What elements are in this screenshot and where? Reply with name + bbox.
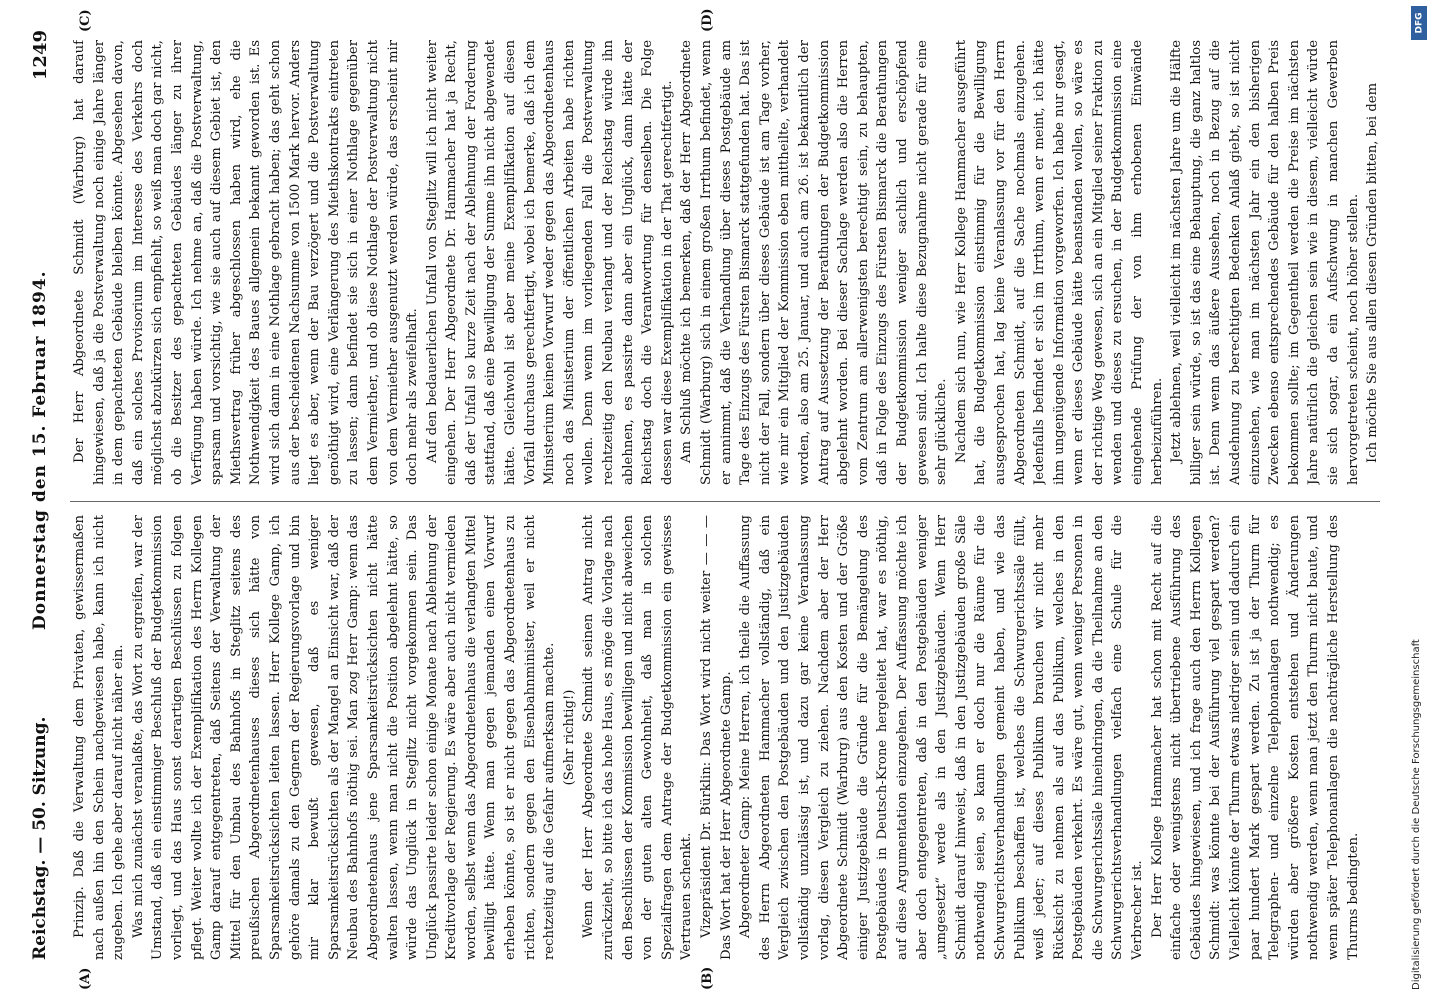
paragraph: Der Herr Kollege Hammacher hat schon mit Recht auf die einfache oder wenigstens nicht übertriebene Ausführung des Gebäudes hingewiesen, und ich frage auch den Herrn Kollegen Schmidt: was könnte bei der Ausführung viel gespart werden? Vielleicht könnte der Thurm etwas niedriger sein und dadurch ein paar hundert Mark gespart werden. Zu ist ja der Thurm für Telegraphen- und einzelne Telephonanlagen nothwendig; es würden aber größere Kosten entstehen und Änderungen nothwendig werden, wenn man jetzt den Thurm nicht baute, und wenn später Telephonanlagen die nachträgliche Herstellung des Thurms bedingten.	[1149, 515, 1361, 960]
left-column	[70, 515, 1380, 960]
header-date: Donnerstag den 15. Februar 1894.	[30, 270, 50, 630]
paragraph: Was mich zunächst veranlaßte, das Wort zu ergreifen, war der Umstand, daß ein einstimmiger Beschluß der Budgetkommission vorliegt, und das Haus sonst derartigen Beschlüssen zu folgen pflegt. Weiter wollte ich der Exemplifikation des Herrn Kollegen Gamp darauf entgegentreten, daß Seitens der Verwaltung der Mittel für den Umbau des Bahnhofs in Steglitz seitens des preußischen Abgeordnetenhauses dieses sich hätte von Sparsamkeitsrücksichten leiten lassen. Herr Kollege Gamp, ich gehöre damals zu den Gegnern der Regierungsvorlage und bin mir klar bewußt gewesen, daß es weniger Sparsamkeitsrücksichten als der Mangel an Einsicht war, daß der Neubau des Bahnhofs nöthig sei. Man zog Herr Gamp: wenn das Abgeordnetenhaus jene Sparsamkeitsrücksichten nicht hätte walten lassen, wenn man nicht die Position abgelehnt hätte, so würde das Unglück in Steglitz nicht vorgekommen sein. Das Unglück passirte leider schon einige Monate nach Ablehnung der Kreditvorlage der Regierung. Es wäre aber auch nicht vermieden worden, selbst wenn das Abgeordnetenhaus die verlangten Mittel bewilligt hätte. Wenn man gegen jemanden einen Vorwurf erheben könnte, so ist er nicht gegen das Abgeordnetenhaus zu richten, sondern gegen den Eisenbahnminister, weil er nicht rechtzeitig auf die Gefahr aufmerksam machte.	[130, 515, 558, 960]
dfg-logo	[1411, 6, 1427, 40]
paragraph-interjection: (Sehr richtig!)	[561, 689, 577, 786]
dfg-logo-text: DFG	[1414, 12, 1425, 34]
paragraph: Auf den bedauerlichen Unfall von Steglitz will ich nicht weiter eingehen. Der Herr Abgeordnete Dr. Hammacher hat ja Recht, daß der Unfall so kurze Zeit nach der Ablehnung der Forderung stattfand, daß eine Bewilligung der Summe ihn nicht abgewendet hätte. Gleichwohl ist aber meine Exemplifikation auf diesen Vorfall durchaus gerechtfertigt, wobei ich bemerke, daß ich dem Ministerium keinen Vorwurf weder gegen das Abgeordnetenhaus noch das Ministerium der öffentlichen Arbeiten habe richten wollen. Denn wenn im vorliegenden Fall die Postverwaltung rechtzeitig den Neubau verlangt und der Reichstag würde ihn ablehnen, es passirte dann aber ein Unglück, dann hätte der Reichstag doch die Verantwortung für denselben. Die Folge dessen war diese Exemplifikation in der That gerechtfertigt.	[424, 40, 675, 485]
header-left: Reichstag. — 50. Sitzung.	[30, 716, 50, 960]
paragraph: Wenn der Herr Abgeordnete Schmidt seinen Antrag nicht zurückzieht, so bitte ich das hohe Haus, es möge die Vorlage nach den Beschlüssen der Kommission bewilligen und nicht abweichen von der guten alten Gewohnheit, daß man in solchen Spezialfragen dem Antrage der Budgetkommission ein gewisses Vertrauen schenkt.	[581, 515, 695, 960]
paragraph: Ich möchte Sie aus allen diesen Gründen bitten, bei dem	[1365, 82, 1380, 463]
paragraph: Jetzt ablehnen, weil vielleicht im nächsten Jahre um die Hälfte billiger sein würde, so ist das eine Behauptung, die ganz haltlos ist. Denn wenn das äußere Aussehen, noch in Bezug auf die Ausdehnung zu berechtigten Bedenken Anlaß giebt, so ist nicht einzusehen, wie man im nächsten Jahr ein den bisherigen Zwecken ebenso entsprechendes Gebäude für den halben Preis bekommen sollte; im Gegentheil werden die Preise im nächsten Jahre natürlich die gleichen sein wie in diesem, vielleicht würde sie sich sogar, da ein Aufschwung in manchen Gewerben hervorgetreten scheint, noch höher stellen.	[1169, 40, 1361, 485]
marker-d: (D)	[700, 8, 715, 32]
paragraph: Vizepräsident Dr. Bürklin: Das Wort wird nicht weiter — — — Das Wort hat der Herr Abgeordnete Gamp.	[699, 515, 734, 960]
page-header	[22, 30, 62, 960]
paragraph: Prinzip. Daß die Verwaltung dem Privaten, gewissermaßen nach außen hin den Schein nachgewiesen habe, kann ich nicht zugeben. Ich gehe aber darauf nicht näher ein.	[72, 515, 127, 960]
paragraph: Abgeordneter Gamp: Meine Herren, ich theile die Auffassung des Herrn Abgeordneten Hammacher vollständig, daß ein Vergleich zwischen den Postgebäuden und den Justizgebäuden vollständig unzulässig ist, und dazu gar keine Veranlassung vorlag, diesen Vergleich zu ziehen. Nachdem aber der Herr Abgeordnete Schmidt (Warburg) aus den Kosten und der Größe einiger Justizgebäude die Gründe für die Bemängelung des Postgebäudes in Deutsch-Krone hergeleitet hat, war es nöthig, auf diese Argumentation einzugehen. Der Auffassung möchte ich aber doch entgegentreten, daß in den Postgebäuden weniger „umgesetzt“ werde als in den Justizgebäuden. Wenn Herr Schmidt darauf hinweist, daß in den Justizgebäuden große Säle nothwendig seien, so kann er doch nur die Räume für die Schwurgerichtsverhandlungen gemeint haben, und wie das Publikum beschaffen ist, welches die Schwurgerichtssäle füllt, weiß jeder; auf dieses Publikum brauchen wir nicht mehr Rücksicht zu nehmen als auf das Publikum, welches in den Postgebäuden verkehrt. Es wäre gut, wenn weniger Personen in die Schwurgerichtssäle hineindringen, da die Theilnahme an den Schwurgerichtsverhandlungen vielfach eine Schule für die Verbrecher ist.	[738, 515, 1146, 960]
right-column	[70, 40, 1380, 485]
marker-b: (B)	[700, 966, 715, 990]
paragraph: Der Herr Abgeordnete Schmidt (Warburg) hat darauf hingewiesen, daß ja die Postverwaltung noch einige Jahre länger in dem gepachteten Gebäude bleiben könnte. Abgesehen davon, daß ein solches Provisorium im Interesse des Verkehrs doch möglichst abzukürzen sich empfiehlt, so weiß man doch gar nicht, ob die Besitzer des gepachteten Gebäudes länger zu ihrer Verfügung haben würde. Ich nehme an, daß die Postverwaltung, sparsam und vorsichtig, wie sie auch auf diesem Gebiet ist, den Miethsvertrag früher abgeschlossen haben wird, ehe die Nothwendigkeit des Baues allgemein bekannt geworden ist. Es wird sich dann in eine Nothlage gebracht haben; das geht schon aus der bescheidenen Nachsumme von 1500 Mark hervor. Anders liegt es aber, wenn der Bau verzögert und die Postverwaltung genöthigt wird, eine Verlängerung des Miethskontrakts eintreten zu lassen; dann befindet sie sich in einer Nothlage gegenüber dem Vermiether, und ob diese Nothlage der Postverwaltung nicht von dem Vermiether ausgenutzt werden würde, das erscheint mir doch mehr als zweifelhaft.	[72, 40, 421, 485]
marker-a: (A)	[78, 967, 93, 990]
paragraph: Am Schluß möchte ich bemerken, daß der Herr Abgeordnete Schmidt (Warburg) sich in einem großen Irrthum befindet, wenn er annimmt, daß die Verhandlung über dieses Postgebäude am Tage des Einzugs des Fürsten Bismarck stattgefunden hat. Das ist nicht der Fall, sondern über dieses Gebäude ist am Tage vorher, wie mir ein Mitglied der Kommission eben mittheilte, verhandelt worden, also am 25. Januar, und auch am 26. ist bekanntlich der Antrag auf Aussetzung der Berathungen der Budgetkommission abgelehnt worden. Bei dieser Sachlage werden also die Herren vom Zentrum am allerwenigsten berechtigt sein, zu behaupten, daß in Folge des Einzugs des Fürsten Bismarck die Berathungen der Budgetkommission weniger sachlich und erschöpfend gewesen sind. Ich halte diese Bezugnahme nicht gerade für eine sehr glückliche.	[679, 40, 950, 485]
digitization-credit: Digitalisierung gefördert durch die Deutsche Forschungsgemeinschaft	[1411, 639, 1422, 990]
column-divider	[70, 501, 1380, 502]
marker-c: (C)	[78, 9, 93, 32]
page-number: 1249	[30, 30, 51, 81]
digitization-credit-bar	[1405, 0, 1432, 1000]
paragraph: Nachdem sich nun, wie Herr Kollege Hammacher ausgeführt hat, die Budgetkommission einstimmig für die Bewilligung ausgesprochen hat, lag keine Veranlassung vor für den Herrn Abgeordneten Schmidt, auf die Sache nochmals einzugehen. Jedenfalls befindet er sich im Irrthum, wenn er meint, ich hätte ihm ungenügende Information vorgeworfen. Ich habe nur gesagt, wenn er dieses Gebäude hätte beanstanden wollen, so wäre es der richtige Weg gewesen, sich an ein Mitglied seiner Fraktion zu wenden und dieses zu ersuchen, in der Budgetkommission eine eingehende Prüfung der von ihm erhobenen Einwände herbeizuführen.	[953, 40, 1165, 485]
